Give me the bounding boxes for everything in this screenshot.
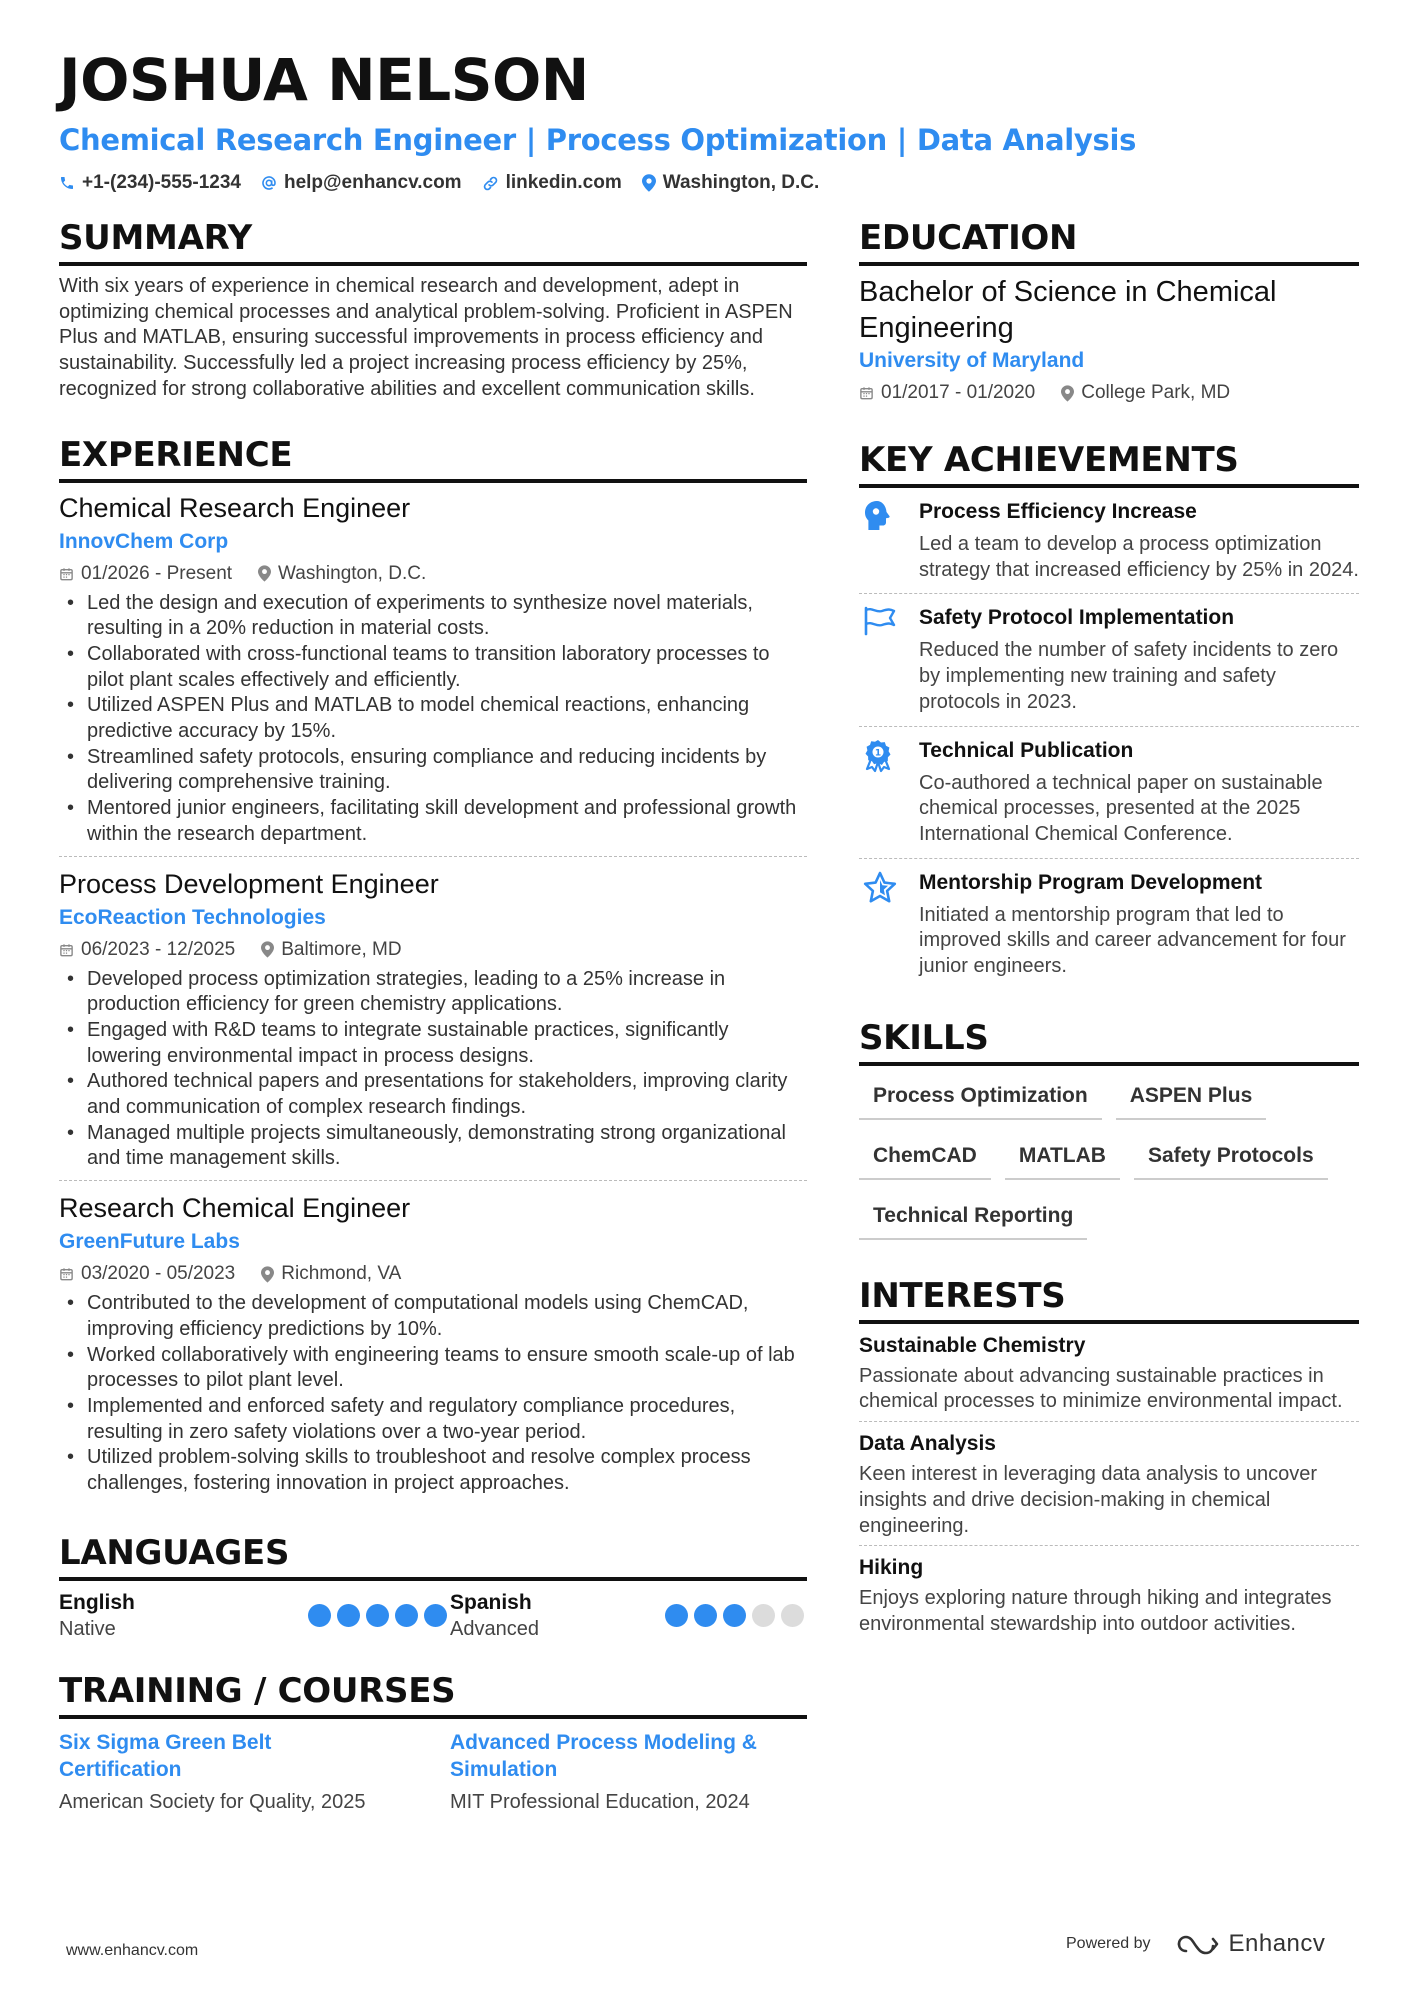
job-bullet: • Worked collaboratively with engineering teams to ensure smooth scale-up of lab processes to pilot plant level. xyxy=(59,1343,807,1394)
summary-section xyxy=(59,216,807,403)
location-pin-icon xyxy=(1061,385,1074,402)
training-org: MIT Professional Education, 2024 xyxy=(450,1790,750,1813)
skill-tag: Safety Protocols xyxy=(1134,1134,1328,1180)
interest-item xyxy=(859,1324,1359,1422)
achievement-icon-wrap xyxy=(859,737,919,848)
achievements-heading: KEY ACHIEVEMENTS xyxy=(859,438,1359,488)
languages-section xyxy=(59,1531,807,1643)
interest-item xyxy=(859,1422,1359,1546)
experience-section xyxy=(59,433,807,1505)
right-column xyxy=(859,216,1359,1644)
calendar-icon xyxy=(59,942,74,958)
job-title: Research Chemical Engineer xyxy=(59,1193,411,1224)
job-location-text: Richmond, VA xyxy=(281,1263,402,1285)
job-dates-text: 06/2023 - 12/2025 xyxy=(81,938,236,960)
achievement-icon-wrap xyxy=(859,498,919,583)
enhancv-brand[interactable] xyxy=(1175,1930,1326,1958)
job-bullet: • Authored technical papers and presentations for stakeholders, improving clarity and communication of complex research findings. xyxy=(59,1069,807,1120)
email-text: help@enhancv.com xyxy=(283,172,462,193)
company-name: GreenFuture Labs xyxy=(59,1230,240,1254)
contact-email[interactable] xyxy=(261,172,462,194)
location-text: Washington, D.C. xyxy=(662,172,820,193)
company-name: EcoReaction Technologies xyxy=(59,905,326,929)
skill-tag: Process Optimization xyxy=(859,1074,1102,1120)
achievement-item xyxy=(859,594,1359,726)
achievement-title: Process Efficiency Increase xyxy=(919,500,1197,523)
job-meta xyxy=(59,935,807,965)
location-pin-icon xyxy=(261,1266,274,1283)
job-bullets xyxy=(59,967,807,1173)
job-bullet: • Collaborated with cross-functional teams to transition laboratory processes to pilot plant scales effectively and efficiently. xyxy=(59,642,807,693)
candidate-name: JOSHUA NELSON xyxy=(59,46,589,114)
left-column xyxy=(59,216,807,1815)
training-section xyxy=(59,1669,807,1815)
job-dates xyxy=(59,935,235,965)
job-dates xyxy=(59,1259,235,1289)
skill-tag: ASPEN Plus xyxy=(1116,1074,1267,1120)
language-rating xyxy=(659,1604,804,1627)
brand-text: Enhancv xyxy=(1228,1930,1326,1957)
contact-phone[interactable] xyxy=(59,172,241,194)
contact-linkedin[interactable] xyxy=(482,172,622,194)
job-bullet: • Engaged with R&D teams to integrate sustainable practices, significantly lowering environmental impact in process designs. xyxy=(59,1018,807,1069)
interest-desc: Keen interest in leveraging data analysis to uncover insights and drive decision-making in chemical engineering. xyxy=(859,1463,1318,1537)
resume-header xyxy=(59,44,1359,194)
interest-title: Data Analysis xyxy=(859,1432,996,1456)
at-icon xyxy=(261,175,277,191)
training-heading: TRAINING / COURSES xyxy=(59,1669,807,1719)
location-pin-icon xyxy=(642,174,656,192)
calendar-icon xyxy=(859,385,874,401)
experience-heading: EXPERIENCE xyxy=(59,433,807,483)
star-icon xyxy=(863,871,897,905)
job-title: Chemical Research Engineer xyxy=(59,492,411,523)
job-bullet: • Developed process optimization strategies, leading to a 25% increase in production efficiency for green chemistry applications. xyxy=(59,967,807,1018)
skills-heading: SKILLS xyxy=(859,1016,1359,1066)
job-location-text: Baltimore, MD xyxy=(281,938,402,960)
job-bullet: • Utilized problem-solving skills to troubleshoot and resolve complex process challenges, fostering innovation in project approaches. xyxy=(59,1445,807,1496)
interest-desc: Enjoys exploring nature through hiking and integrates environmental stewardship into outdoor activities. xyxy=(859,1587,1332,1635)
rating-dot-filled xyxy=(395,1604,418,1627)
language-level: Native xyxy=(59,1617,116,1640)
job-location xyxy=(261,1259,401,1289)
achievement-desc: Led a team to develop a process optimization strategy that increased efficiency by 25% in 2024. xyxy=(919,533,1359,581)
rating-dot-empty xyxy=(752,1604,775,1627)
interest-title: Sustainable Chemistry xyxy=(859,1333,1086,1357)
education-heading: EDUCATION xyxy=(859,216,1359,266)
job-bullet: • Led the design and execution of experiments to synthesize novel materials, resulting in a 20% reduction in material costs. xyxy=(59,591,807,642)
education-section xyxy=(859,216,1359,408)
summary-text: With six years of experience in chemical research and development, adept in optimizing chemical processes and analytical problem-solving. Proficient in ASPEN Plus and MATLAB, ensuring successful improvements in process efficiency and sustainability. Successfully led a project increasing process efficiency by 25%, recognized for strong collaborative abilities and excellent communication skills. xyxy=(59,275,793,400)
linkedin-text: linkedin.com xyxy=(505,172,622,193)
achievement-title: Safety Protocol Implementation xyxy=(919,606,1235,630)
job-entry xyxy=(59,1189,807,1505)
rating-dot-filled xyxy=(694,1604,717,1627)
company-name: InnovChem Corp xyxy=(59,529,229,553)
rating-dot-empty xyxy=(781,1604,804,1627)
job-bullet: • Utilized ASPEN Plus and MATLAB to model chemical reactions, enhancing predictive accuracy by 15%. xyxy=(59,693,807,744)
job-entry xyxy=(59,865,807,1182)
achievement-icon-wrap xyxy=(859,604,919,715)
language-rating xyxy=(302,1604,447,1627)
training-org: American Society for Quality, 2025 xyxy=(59,1790,366,1813)
interests-heading: INTERESTS xyxy=(859,1274,1359,1324)
job-bullet: • Implemented and enforced safety and regulatory compliance procedures, resulting in zero safety violations over a two-year period. xyxy=(59,1394,807,1445)
job-meta xyxy=(59,559,807,589)
rating-dot-filled xyxy=(337,1604,360,1627)
job-title: Process Development Engineer xyxy=(59,868,439,899)
calendar-icon xyxy=(59,1266,74,1282)
rating-dot-filled xyxy=(308,1604,331,1627)
rating-dot-filled xyxy=(366,1604,389,1627)
job-bullets xyxy=(59,1291,807,1497)
languages-heading: LANGUAGES xyxy=(59,1531,807,1581)
education-location-text: College Park, MD xyxy=(1081,382,1231,403)
job-location xyxy=(261,935,401,965)
footer-website[interactable]: www.enhancv.com xyxy=(66,1942,199,1959)
rating-dot-filled xyxy=(665,1604,688,1627)
location-pin-icon xyxy=(261,941,274,958)
job-dates-text: 03/2020 - 05/2023 xyxy=(81,1263,236,1285)
training-item xyxy=(59,1729,450,1815)
degree-title: Bachelor of Science in Chemical Engineering xyxy=(859,276,1277,344)
job-meta xyxy=(59,1259,807,1289)
achievement-desc: Initiated a mentorship program that led to improved skills and career advancement for four junior engineers. xyxy=(919,903,1346,978)
job-bullet: • Managed multiple projects simultaneously, demonstrating strong organizational and time management skills. xyxy=(59,1121,807,1172)
award-icon xyxy=(863,739,893,773)
job-bullet: • Contributed to the development of computational models using ChemCAD, improving efficiency predictions by 10%. xyxy=(59,1291,807,1342)
interests-section xyxy=(859,1274,1359,1644)
achievement-title: Mentorship Program Development xyxy=(919,870,1263,894)
interest-desc: Passionate about advancing sustainable practices in chemical processes to minimize environmental impact. xyxy=(859,1364,1343,1413)
contact-location xyxy=(642,172,820,194)
head-icon xyxy=(863,500,893,534)
skills-section xyxy=(859,1016,1359,1254)
achievements-section xyxy=(859,438,1359,990)
language-item xyxy=(450,1589,807,1643)
achievement-icon-wrap xyxy=(859,869,919,980)
powered-by-text: Powered by xyxy=(1066,1935,1151,1952)
achievement-desc: Co-authored a technical paper on sustainable chemical processes, presented at the 2025 International Chemical Conference. xyxy=(919,771,1323,845)
achievement-item xyxy=(859,727,1359,859)
skills-list xyxy=(859,1074,1359,1254)
footer-branding xyxy=(1066,1930,1325,1958)
school-name: University of Maryland xyxy=(859,349,1085,372)
enhancv-logo-icon xyxy=(1175,1932,1221,1956)
language-level: Advanced xyxy=(450,1617,539,1640)
skill-tag: MATLAB xyxy=(1005,1134,1120,1180)
education-meta xyxy=(859,378,1359,408)
candidate-title: Chemical Research Engineer | Process Optimization | Data Analysis xyxy=(59,123,1137,157)
job-location-text: Washington, D.C. xyxy=(278,562,427,584)
language-name: English xyxy=(59,1590,135,1614)
language-name: Spanish xyxy=(450,1590,532,1614)
training-name: Advanced Process Modeling & Simulation xyxy=(450,1730,757,1781)
education-dates-text: 01/2017 - 01/2020 xyxy=(881,382,1036,403)
location-pin-icon xyxy=(258,565,271,582)
interest-title: Hiking xyxy=(859,1556,924,1580)
training-name: Six Sigma Green Belt Certification xyxy=(59,1730,272,1781)
skill-tag: Technical Reporting xyxy=(859,1194,1087,1240)
rating-dot-filled xyxy=(723,1604,746,1627)
job-bullet: • Mentored junior engineers, facilitating skill development and professional growth within the research department. xyxy=(59,796,807,847)
rating-dot-filled xyxy=(424,1604,447,1627)
languages-list xyxy=(59,1589,807,1643)
training-item xyxy=(450,1729,807,1815)
education-dates xyxy=(859,378,1035,408)
achievement-title: Technical Publication xyxy=(919,738,1134,762)
link-icon xyxy=(482,175,499,192)
job-bullet: • Streamlined safety protocols, ensuring compliance and reducing incidents by delivering comprehensive training. xyxy=(59,745,807,796)
job-bullets xyxy=(59,591,807,848)
job-dates-text: 01/2026 - Present xyxy=(81,562,233,584)
interest-item xyxy=(859,1546,1359,1643)
achievement-item xyxy=(859,488,1359,594)
education-location xyxy=(1061,378,1230,408)
svg-text:1: 1 xyxy=(874,748,882,759)
calendar-icon xyxy=(59,566,74,582)
job-location xyxy=(258,559,426,589)
training-list xyxy=(59,1729,807,1815)
flag-icon xyxy=(863,606,897,636)
achievement-item xyxy=(859,859,1359,990)
achievement-desc: Reduced the number of safety incidents to zero by implementing new training and safety protocols in 2023. xyxy=(919,639,1339,713)
job-entry xyxy=(59,489,807,857)
language-item xyxy=(59,1589,450,1643)
job-dates xyxy=(59,559,232,589)
contact-bar xyxy=(59,172,1359,194)
phone-icon xyxy=(59,175,75,191)
summary-heading: SUMMARY xyxy=(59,216,807,266)
skill-tag: ChemCAD xyxy=(859,1134,991,1180)
phone-text: +1-(234)-555-1234 xyxy=(82,172,241,193)
